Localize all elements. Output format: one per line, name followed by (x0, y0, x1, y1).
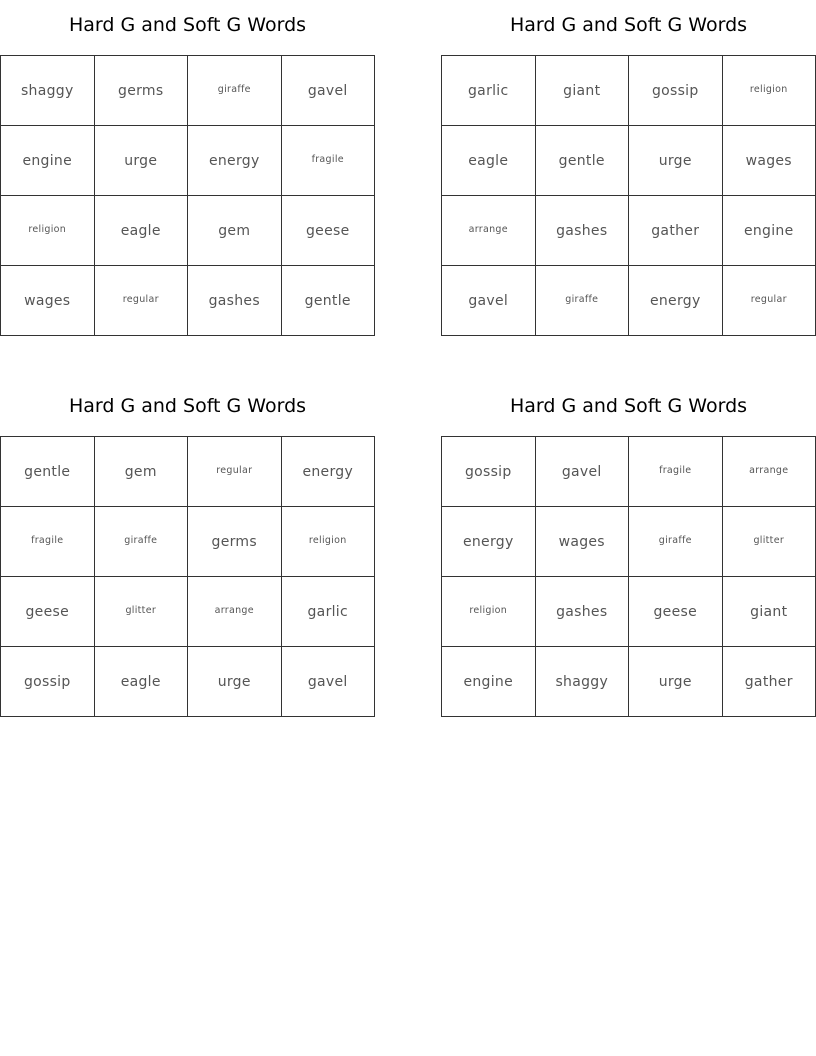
grid-cell: giraffe (536, 266, 630, 336)
grid-cell: gem (95, 437, 189, 507)
card-title: Hard G and Soft G Words (68, 395, 307, 417)
grid-cell: eagle (95, 647, 189, 717)
grid-cell: urge (629, 647, 723, 717)
grid-cell: regular (188, 437, 282, 507)
grid-cell: energy (188, 126, 282, 196)
grid-cell: shaggy (1, 56, 95, 126)
grid-cell: gavel (442, 266, 536, 336)
grid-cell: geese (629, 577, 723, 647)
grid-cell: gashes (536, 577, 630, 647)
grid-cell: urge (95, 126, 189, 196)
grid-cell: engine (723, 196, 816, 266)
grid-cell: geese (282, 196, 376, 266)
grid-cell: garlic (442, 56, 536, 126)
bingo-card-2 (441, 0, 816, 340)
word-grid (441, 436, 816, 717)
grid-cell: germs (188, 507, 282, 577)
grid-cell: giraffe (188, 56, 282, 126)
grid-cell: gentle (282, 266, 376, 336)
grid-cell: shaggy (536, 647, 630, 717)
grid-cell: wages (536, 507, 630, 577)
bingo-card-3 (0, 381, 375, 721)
grid-cell: giraffe (629, 507, 723, 577)
grid-cell: urge (629, 126, 723, 196)
grid-cell: geese (1, 577, 95, 647)
grid-cell: regular (723, 266, 816, 336)
grid-cell: glitter (95, 577, 189, 647)
grid-cell: religion (1, 196, 95, 266)
grid-cell: religion (282, 507, 376, 577)
grid-cell: giant (723, 577, 816, 647)
grid-cell: arrange (188, 577, 282, 647)
grid-cell: engine (1, 126, 95, 196)
grid-cell: gather (629, 196, 723, 266)
grid-cell: fragile (282, 126, 376, 196)
bingo-card-4 (441, 381, 816, 721)
grid-cell: gentle (1, 437, 95, 507)
word-grid (441, 55, 816, 336)
grid-cell: gavel (536, 437, 630, 507)
grid-cell: gem (188, 196, 282, 266)
grid-cell: gashes (536, 196, 630, 266)
grid-cell: eagle (95, 196, 189, 266)
grid-cell: fragile (629, 437, 723, 507)
grid-cell: gossip (1, 647, 95, 717)
grid-cell: gossip (629, 56, 723, 126)
grid-cell: gashes (188, 266, 282, 336)
grid-cell: arrange (442, 196, 536, 266)
word-grid (0, 55, 375, 336)
grid-cell: arrange (723, 437, 816, 507)
grid-cell: religion (723, 56, 816, 126)
card-title: Hard G and Soft G Words (68, 14, 307, 36)
grid-cell: gavel (282, 56, 376, 126)
grid-cell: giant (536, 56, 630, 126)
grid-cell: gavel (282, 647, 376, 717)
word-grid (0, 436, 375, 717)
grid-cell: fragile (1, 507, 95, 577)
grid-cell: gentle (536, 126, 630, 196)
grid-cell: eagle (442, 126, 536, 196)
grid-cell: gossip (442, 437, 536, 507)
grid-cell: wages (1, 266, 95, 336)
grid-cell: regular (95, 266, 189, 336)
grid-cell: religion (442, 577, 536, 647)
grid-cell: germs (95, 56, 189, 126)
grid-cell: energy (629, 266, 723, 336)
grid-cell: wages (723, 126, 816, 196)
bingo-card-1 (0, 0, 375, 340)
grid-cell: urge (188, 647, 282, 717)
card-title: Hard G and Soft G Words (509, 395, 748, 417)
grid-cell: gather (723, 647, 816, 717)
grid-cell: energy (282, 437, 376, 507)
grid-cell: engine (442, 647, 536, 717)
grid-cell: energy (442, 507, 536, 577)
card-title: Hard G and Soft G Words (509, 14, 748, 36)
grid-cell: giraffe (95, 507, 189, 577)
grid-cell: garlic (282, 577, 376, 647)
grid-cell: glitter (723, 507, 816, 577)
